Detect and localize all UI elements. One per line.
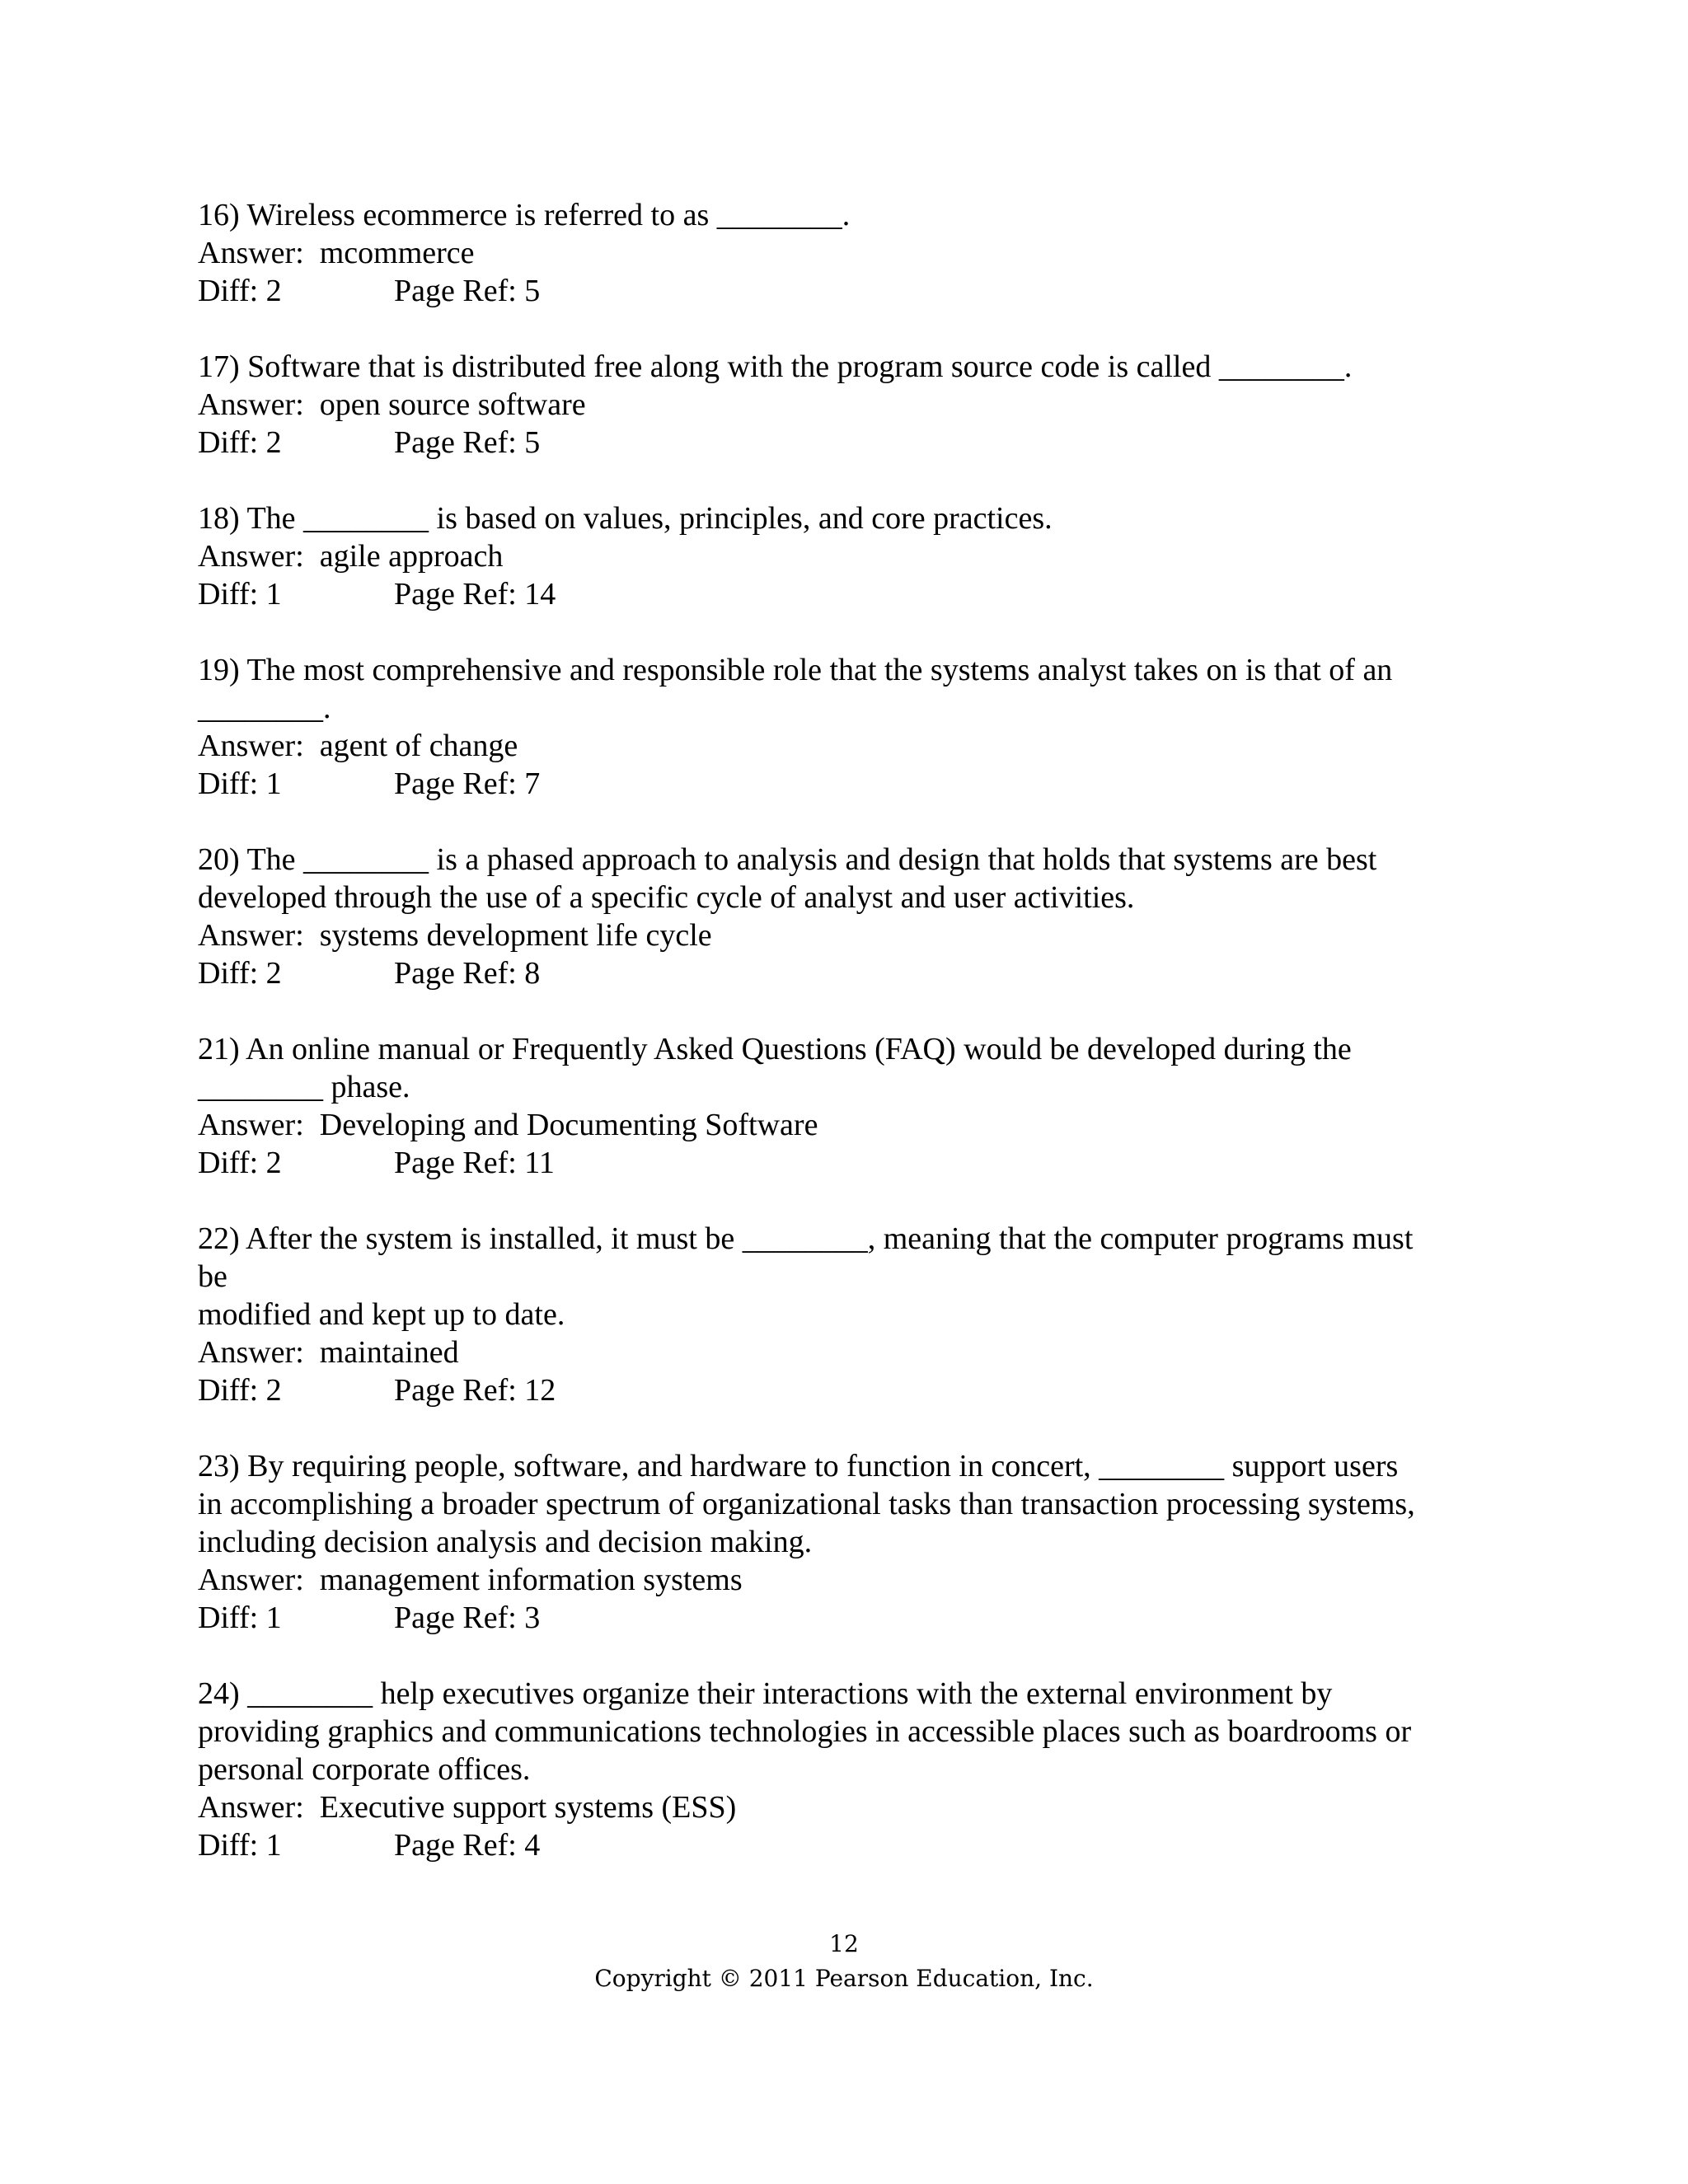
page-ref: Page Ref: 14 — [394, 577, 556, 612]
page-ref: Page Ref: 11 — [394, 1146, 555, 1180]
question-meta — [198, 575, 1484, 613]
question-text: 23) By requiring people, software, and hardware to function in concert, ________ support users — [198, 1449, 1399, 1483]
question-meta — [198, 1826, 1484, 1864]
question-text: 24) ________ help executives organize their interactions with the external environment by — [198, 1676, 1333, 1711]
question-text-continued: in accomplishing a broader spectrum of organizational tasks than transaction processing systems, — [198, 1487, 1415, 1521]
question-text: 22) After the system is installed, it must be ________, meaning that the computer programs must — [198, 1221, 1414, 1256]
question-item — [198, 1220, 1484, 1409]
difficulty: Diff: 2 — [198, 1373, 282, 1408]
page-ref: Page Ref: 8 — [394, 956, 541, 991]
question-text-continued: modified and kept up to date. — [198, 1297, 565, 1332]
copyright-notice: Copyright © 2011 Pearson Education, Inc. — [594, 1965, 1094, 1992]
question-list — [198, 196, 1484, 1902]
question-item — [198, 499, 1484, 613]
question-item — [198, 348, 1484, 462]
question-text: 17) Software that is distributed free along with the program source code is called ________. — [198, 349, 1353, 384]
answer-text: Answer: Executive support systems (ESS) — [198, 1790, 737, 1825]
difficulty: Diff: 2 — [198, 425, 282, 460]
question-text-continued: ________ phase. — [198, 1070, 410, 1104]
answer-text: Answer: systems development life cycle — [198, 918, 712, 953]
question-text-continued: be — [198, 1259, 227, 1294]
answer-text: Answer: agent of change — [198, 729, 518, 763]
question-text: 19) The most comprehensive and responsible role that the systems analyst takes on is that of an — [198, 653, 1393, 687]
question-item — [198, 841, 1484, 992]
page-number: 12 — [829, 1930, 859, 1957]
page-ref: Page Ref: 12 — [394, 1373, 556, 1408]
question-item — [198, 651, 1484, 803]
question-item — [198, 1447, 1484, 1637]
page-footer — [0, 1927, 1688, 1996]
question-text-continued: developed through the use of a specific cycle of analyst and user activities. — [198, 880, 1135, 915]
question-meta — [198, 1371, 1484, 1409]
question-text: 21) An online manual or Frequently Asked Questions (FAQ) would be developed during the — [198, 1032, 1352, 1066]
answer-text: Answer: Developing and Documenting Software — [198, 1108, 818, 1142]
question-text: 16) Wireless ecommerce is referred to as ________. — [198, 198, 851, 232]
question-item — [198, 196, 1484, 310]
answer-text: Answer: mcommerce — [198, 236, 475, 270]
question-text-continued: including decision analysis and decision making. — [198, 1525, 813, 1559]
question-text-continued: ________. — [198, 691, 331, 725]
question-meta — [198, 1599, 1484, 1637]
question-text: 18) The ________ is based on values, principles, and core practices. — [198, 501, 1053, 536]
question-meta — [198, 954, 1484, 992]
question-text-continued: personal corporate offices. — [198, 1752, 531, 1787]
question-text: 20) The ________ is a phased approach to analysis and design that holds that systems are best — [198, 842, 1377, 877]
difficulty: Diff: 2 — [198, 956, 282, 991]
answer-text: Answer: open source software — [198, 387, 586, 422]
question-item — [198, 1030, 1484, 1182]
page-ref: Page Ref: 7 — [394, 766, 541, 801]
difficulty: Diff: 1 — [198, 1828, 282, 1863]
difficulty: Diff: 2 — [198, 1146, 282, 1180]
difficulty: Diff: 1 — [198, 577, 282, 612]
answer-text: Answer: maintained — [198, 1335, 459, 1370]
page-ref: Page Ref: 5 — [394, 274, 541, 308]
question-meta — [198, 1144, 1484, 1182]
question-item — [198, 1675, 1484, 1864]
question-meta — [198, 272, 1484, 310]
question-meta — [198, 424, 1484, 462]
difficulty: Diff: 2 — [198, 274, 282, 308]
difficulty: Diff: 1 — [198, 766, 282, 801]
page-ref: Page Ref: 4 — [394, 1828, 541, 1863]
page-ref: Page Ref: 3 — [394, 1601, 541, 1635]
answer-text: Answer: management information systems — [198, 1563, 743, 1597]
answer-text: Answer: agile approach — [198, 539, 504, 574]
difficulty: Diff: 1 — [198, 1601, 282, 1635]
question-meta — [198, 765, 1484, 803]
page-ref: Page Ref: 5 — [394, 425, 541, 460]
question-text-continued: providing graphics and communications technologies in accessible places such as boardrooms or — [198, 1714, 1412, 1749]
